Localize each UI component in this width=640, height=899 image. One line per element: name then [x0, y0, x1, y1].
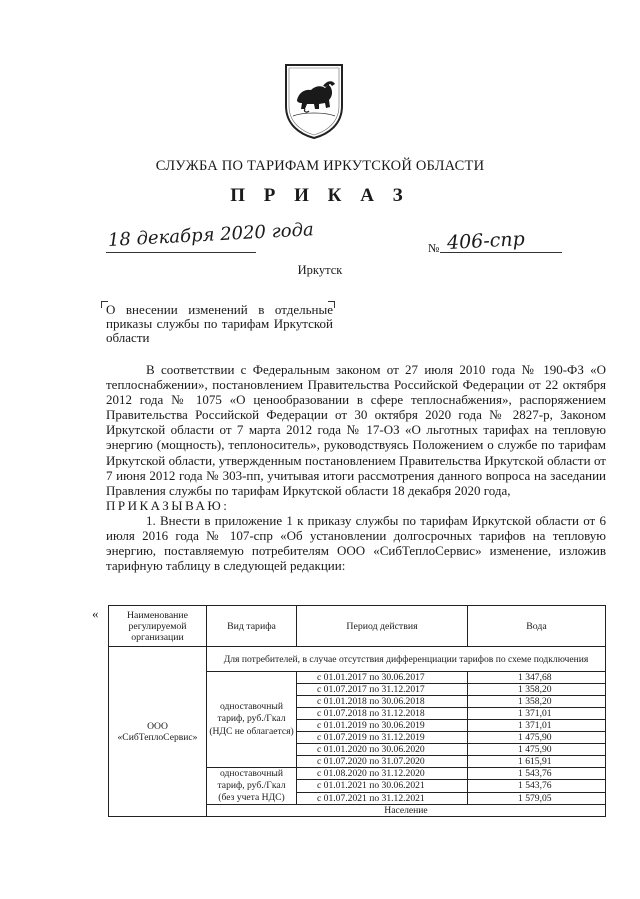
date-underline — [106, 252, 256, 253]
order-subject: О внесении изменений в отдельные приказы службы по тарифам Иркутской области — [106, 302, 333, 345]
opening-quote-mark: « — [92, 606, 99, 621]
header-org: Наименование регулируемой организации — [109, 606, 207, 647]
period-cell: с 01.07.2019 по 31.12.2019 — [297, 732, 468, 744]
table-header-row — [109, 606, 606, 647]
tariff-table — [108, 605, 606, 817]
period-cell: с 01.08.2020 по 31.12.2020 — [297, 768, 468, 780]
period-cell: с 01.01.2019 по 30.06.2019 — [297, 720, 468, 732]
order-body — [106, 362, 606, 573]
document-type-title: П Р И К А З — [230, 185, 410, 206]
water-value-cell: 1 347,68 — [468, 672, 606, 684]
item-1-paragraph: 1. Внести в приложение 1 к приказу службы по тарифам Иркутской области от 6 июля 2016 года № 107-спр «Об установлении долгосрочных тарифов на тепловую энергию, поставляемую потребителям ООО «СибТеплоСервис» изменение, изложив тарифную таблицу в следующей редакции: — [106, 512, 606, 574]
number-sign: № — [428, 241, 440, 255]
order-word: ПРИКАЗЫВАЮ: — [106, 497, 230, 513]
header-tariff: Вид тарифа — [207, 606, 297, 647]
tariff-type-group-2: одноставочный тариф, руб./Гкал (без учета НДС) — [207, 768, 297, 805]
section-heading-population: Население — [207, 805, 606, 817]
header-period: Период действия — [297, 606, 468, 647]
water-value-cell: 1 358,20 — [468, 696, 606, 708]
period-cell: с 01.01.2021 по 30.06.2021 — [297, 780, 468, 792]
header-water: Вода — [468, 606, 606, 647]
water-value-cell: 1 475,90 — [468, 732, 606, 744]
org-name-cell — [109, 647, 207, 817]
period-cell: с 01.01.2017 по 30.06.2017 — [297, 672, 468, 684]
tariff-type-group-1: одноставочный тариф, руб./Гкал (НДС не облагается) — [207, 672, 297, 768]
handwritten-date: 18 декабря 2020 года — [107, 219, 315, 251]
period-cell: с 01.01.2018 по 30.06.2018 — [297, 696, 468, 708]
period-cell: с 01.07.2018 по 31.12.2018 — [297, 708, 468, 720]
period-cell: с 01.07.2021 по 31.12.2021 — [297, 792, 468, 804]
water-value-cell: 1 371,01 — [468, 708, 606, 720]
handwritten-order-number: 406-спр — [446, 227, 526, 255]
water-value-cell: 1 579,05 — [468, 792, 606, 804]
water-value-cell: 1 475,90 — [468, 744, 606, 756]
organization-name: СЛУЖБА ПО ТАРИФАМ ИРКУТСКОЙ ОБЛАСТИ — [155, 158, 485, 174]
water-value-cell: 1 543,76 — [468, 780, 606, 792]
org-name-line-2: «СибТеплоСервис» — [117, 731, 198, 743]
section-row — [109, 647, 606, 672]
number-underline — [440, 252, 562, 253]
org-name-line-1: ООО — [147, 720, 168, 732]
water-value-cell: 1 543,76 — [468, 768, 606, 780]
irkutsk-coat-of-arms-icon — [283, 62, 345, 140]
period-cell: с 01.01.2020 по 30.06.2020 — [297, 744, 468, 756]
period-cell: с 01.07.2020 по 31.07.2020 — [297, 756, 468, 768]
period-cell: с 01.07.2017 по 31.12.2017 — [297, 684, 468, 696]
water-value-cell: 1 358,20 — [468, 684, 606, 696]
water-value-cell: 1 371,01 — [468, 720, 606, 732]
city: Иркутск — [297, 263, 343, 277]
section-heading-consumers: Для потребителей, в случае отсутствия дифференциации тарифов по схеме подключения — [207, 647, 606, 672]
preamble-paragraph: В соответствии с Федеральным законом от 27 июля 2010 года № 190-ФЗ «О теплоснабжении», постановлением Правительства Российской Федерации от 22 октября 2012 года № 1075 «О ценообразовании в сфере теплоснабжения», распоряжением Правительства Российской Федерации от 30 октября 2020 года № 2827-р, Законом Иркутской области от 7 марта 2012 года № 17-ОЗ «О льготных тарифах на тепловую энергию (мощность), теплоноситель», руководствуясь Положением о службе по тарифам Иркутской области, утвержденным постановлением Правительства Иркутской области от 7 июня 2012 года № 303-пп, учитывая итоги рассмотрения данного вопроса на заседании Правления службы по тарифам Иркутской области 18 декабря 2020 года, — [106, 362, 606, 498]
water-value-cell: 1 615,91 — [468, 756, 606, 768]
